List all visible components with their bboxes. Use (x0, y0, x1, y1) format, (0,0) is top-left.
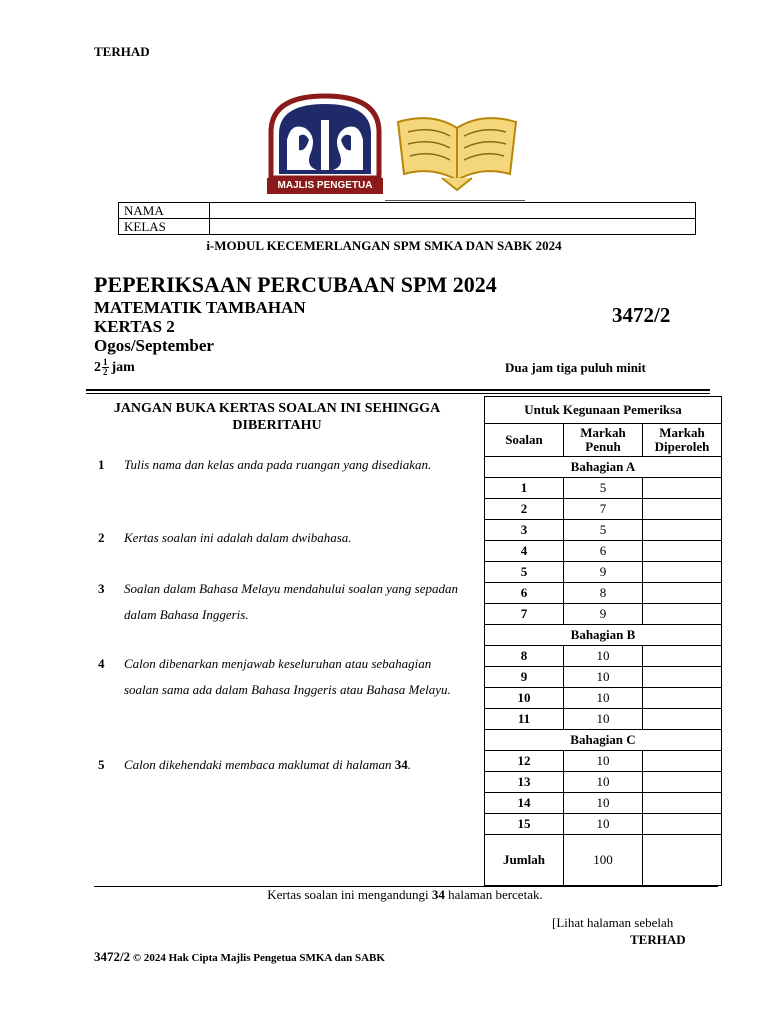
question-number: 8 (485, 646, 564, 667)
student-id-table (118, 202, 696, 235)
obtained-mark-cell[interactable] (643, 478, 722, 499)
question-row (485, 793, 722, 814)
copyright-line (94, 949, 385, 965)
module-title: i-MODUL KECEMERLANGAN SPM SMKA DAN SABK 2024 (206, 238, 562, 253)
obtained-mark-cell[interactable] (643, 814, 722, 835)
copyright-code: 3472/2 (94, 949, 131, 964)
page-count-text: Kertas soalan ini mengandungi (267, 887, 432, 902)
obtained-mark-cell[interactable] (643, 541, 722, 562)
question-row (485, 751, 722, 772)
full-mark: 10 (564, 814, 643, 835)
obtained-mark-cell[interactable] (643, 751, 722, 772)
full-mark: 5 (564, 520, 643, 541)
full-mark: 10 (564, 793, 643, 814)
total-obtained-cell[interactable] (643, 835, 722, 886)
instruction-number: 3 (98, 581, 105, 596)
exam-month: Ogos/September (94, 336, 214, 355)
obtained-mark-cell[interactable] (643, 604, 722, 625)
obtained-mark-cell[interactable] (643, 583, 722, 604)
obtained-mark-cell[interactable] (643, 499, 722, 520)
warning-notice: JANGAN BUKA KERTAS SOALAN INI SEHINGGA DIBERITAHU (113, 401, 441, 433)
obtained-mark-cell[interactable] (643, 562, 722, 583)
name-label: NAMA (119, 203, 210, 219)
question-row (485, 688, 722, 709)
question-number: 4 (485, 541, 564, 562)
question-row (485, 772, 722, 793)
copyright-text: © 2024 Hak Cipta Majlis Pengetua SMKA dan SABK (130, 952, 385, 964)
obtained-mark-cell[interactable] (643, 667, 722, 688)
instruction-number: 1 (98, 457, 105, 472)
question-number: 11 (485, 709, 564, 730)
question-row (485, 709, 722, 730)
total-row (485, 835, 722, 886)
full-mark: 9 (564, 562, 643, 583)
obtained-mark-cell[interactable] (643, 772, 722, 793)
question-number: 1 (485, 478, 564, 499)
duration-whole: 2 (94, 359, 101, 375)
question-number: 6 (485, 583, 564, 604)
duration-unit: jam (111, 359, 135, 375)
full-mark: 7 (564, 499, 643, 520)
examiner-table-title: Untuk Kegunaan Pemeriksa (485, 397, 722, 424)
page-count-text: halaman bercetak. (444, 887, 543, 902)
obtained-mark-cell[interactable] (643, 520, 722, 541)
instruction-text-part: Calon dikehendaki membaca maklumat di halaman (124, 757, 395, 772)
instruction-text: Calon dibenarkan menjawab keseluruhan atau sebahagian soalan sama ada dalam Bahasa Inggeris atau Bahasa Melayu. (124, 656, 451, 697)
instruction-item (98, 452, 468, 478)
question-row (485, 562, 722, 583)
section-name: Bahagian B (485, 625, 722, 646)
obtained-mark-cell[interactable] (643, 688, 722, 709)
question-row (485, 583, 722, 604)
question-number: 7 (485, 604, 564, 625)
class-field[interactable] (210, 219, 696, 235)
page-count-note (0, 887, 768, 903)
question-number: 5 (485, 562, 564, 583)
question-number: 12 (485, 751, 564, 772)
turn-page-note: [Lihat halaman sebelah (552, 915, 674, 930)
class-row (119, 219, 696, 235)
total-label: Jumlah (485, 835, 564, 886)
question-row (485, 478, 722, 499)
duration-denominator: 2 (103, 367, 108, 377)
question-number: 10 (485, 688, 564, 709)
full-mark: 5 (564, 478, 643, 499)
instruction-number: 2 (98, 530, 105, 545)
full-mark: 10 (564, 646, 643, 667)
full-mark: 10 (564, 688, 643, 709)
duration-fraction (102, 358, 109, 377)
full-mark: 10 (564, 772, 643, 793)
question-row (485, 499, 722, 520)
instruction-item (98, 752, 468, 778)
instruction-text-part: . (407, 757, 412, 772)
col-question-header: Soalan (485, 424, 564, 457)
paper-code: 3472/2 (612, 303, 671, 327)
instruction-text: Tulis nama dan kelas anda pada ruangan yang disediakan. (124, 457, 432, 472)
question-row (485, 541, 722, 562)
duration-numerator: 1 (103, 357, 108, 367)
question-row (485, 520, 722, 541)
question-number: 3 (485, 520, 564, 541)
col-full-header: Markah Penuh (564, 424, 643, 457)
instruction-item (98, 651, 468, 703)
obtained-mark-cell[interactable] (643, 646, 722, 667)
full-mark: 6 (564, 541, 643, 562)
full-mark: 10 (564, 751, 643, 772)
full-mark: 10 (564, 709, 643, 730)
instruction-number: 5 (98, 757, 105, 772)
section-header-row (485, 457, 722, 478)
smka-logo (265, 92, 385, 205)
divider-thin (86, 393, 710, 394)
instruction-page-number: 34 (394, 757, 408, 772)
full-mark: 8 (564, 583, 643, 604)
instruction-text: Soalan dalam Bahasa Melayu mendahului soalan yang sepadan dalam Bahasa Inggeris. (124, 581, 458, 622)
question-number: 15 (485, 814, 564, 835)
col-obtained-header: Markah Diperoleh (643, 424, 722, 457)
instruction-item (98, 576, 468, 628)
subject-name: MATEMATIK TAMBAHAN (94, 298, 306, 317)
question-number: 2 (485, 499, 564, 520)
sabk-logo (392, 112, 522, 194)
question-row (485, 646, 722, 667)
logo-divider (385, 200, 525, 201)
question-number: 9 (485, 667, 564, 688)
question-row (485, 667, 722, 688)
page-count-number: 34 (431, 887, 445, 902)
classification-footer: TERHAD (630, 932, 686, 947)
full-mark: 10 (564, 667, 643, 688)
duration (94, 358, 135, 377)
name-row (119, 203, 696, 219)
divider-thick (86, 389, 710, 391)
instruction-text (124, 752, 468, 778)
class-label: KELAS (119, 219, 210, 235)
smka-logo-text: MAJLIS PENGETUA SMKA (277, 180, 373, 205)
obtained-mark-cell[interactable] (643, 709, 722, 730)
section-header-row (485, 730, 722, 751)
name-field[interactable] (210, 203, 696, 219)
exam-title: PEPERIKSAAN PERCUBAAN SPM 2024 (94, 272, 497, 297)
obtained-mark-cell[interactable] (643, 793, 722, 814)
instruction-number: 4 (98, 656, 105, 671)
duration-words: Dua jam tiga puluh minit (505, 360, 646, 375)
question-number: 13 (485, 772, 564, 793)
examiner-table (484, 396, 722, 886)
paper-number: KERTAS 2 (94, 317, 175, 336)
classification-header: TERHAD (94, 44, 150, 59)
total-value: 100 (564, 835, 643, 886)
section-name: Bahagian A (485, 457, 722, 478)
section-name: Bahagian C (485, 730, 722, 751)
instruction-text: Kertas soalan ini adalah dalam dwibahasa. (124, 530, 352, 545)
question-row (485, 814, 722, 835)
instruction-item (98, 525, 468, 551)
section-header-row (485, 625, 722, 646)
question-number: 14 (485, 793, 564, 814)
full-mark: 9 (564, 604, 643, 625)
question-row (485, 604, 722, 625)
